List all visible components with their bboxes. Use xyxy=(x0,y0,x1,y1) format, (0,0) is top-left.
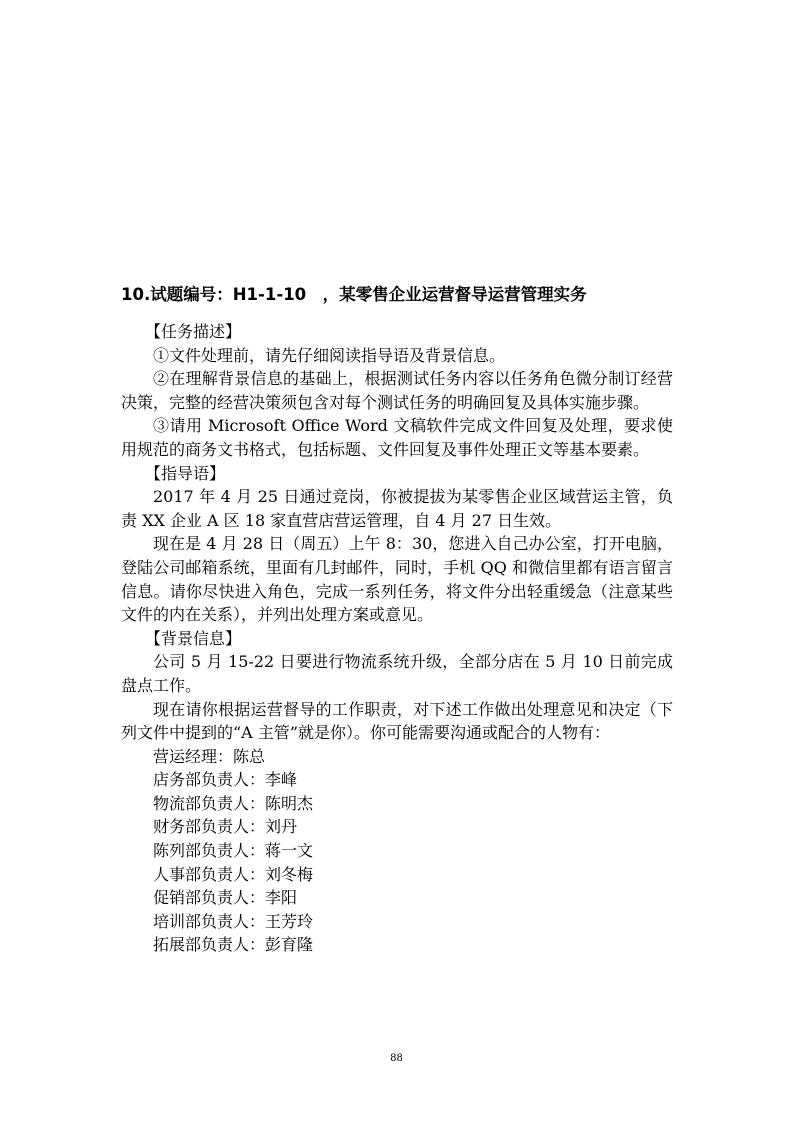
contact-item: 拓展部负责人：彭育隆 xyxy=(153,935,314,955)
contact-list xyxy=(121,745,673,957)
contact-item: 物流部负责人：陈明杰 xyxy=(153,793,314,813)
task-item: ①文件处理前，请先仔细阅读指导语及背景信息。 xyxy=(153,345,506,365)
contact-item: 培训部负责人：王芳玲 xyxy=(153,911,314,931)
page-number: 88 xyxy=(390,1053,403,1064)
contact-item: 财务部负责人：刘丹 xyxy=(153,817,298,837)
contact-item: 营运经理：陈总 xyxy=(153,746,266,766)
task-item: ③请用 Microsoft Office Word 文稿软件完成文件回复及处理，要求使用规范的商务文书格式，包括标题、文件回复及事件处理正文等基本要素。 xyxy=(121,416,673,459)
guide-paragraph: 2017 年 4 月 25 日通过竞岗，你被提拔为某零售企业区域营运主管，负责 XX 企业 A 区 18 家直营店营运管理，自 4 月 27 日生效。 xyxy=(121,487,673,530)
guide-title: 【指导语】 xyxy=(145,463,226,483)
contact-item: 促销部负责人：李阳 xyxy=(153,888,298,908)
guide-paragraph: 现在是 4 月 28 日（周五）上午 8：30，您进入自己办公室，打开电脑，登陆公司邮箱系统，里面有几封邮件，同时，手机 QQ 和微信里都有语言留言信息。请你尽快进入角色，完成一系列任务，将文件分出轻重缓急（注意某些文件的内在关系），并列出处理方案或意见。 xyxy=(121,534,673,625)
contact-item: 人事部负责人：刘冬梅 xyxy=(153,864,314,884)
contact-item: 店务部负责人：李峰 xyxy=(153,770,298,790)
background-paragraph: 公司 5 月 15-22 日要进行物流系统升级，全部分店在 5 月 10 日前完成盘点工作。 xyxy=(121,652,673,695)
background-paragraph: 现在请你根据运营督导的工作职责，对下述工作做出处理意见和决定（下列文件中提到的“A 主管”就是你）。你可能需要沟通或配合的人物有： xyxy=(121,699,673,743)
background-title: 【背景信息】 xyxy=(145,628,242,648)
document-body xyxy=(121,320,673,957)
question-heading: 10.试题编号：H1-1-10 ，某零售企业运营督导运营管理实务 xyxy=(121,285,587,304)
task-item: ②在理解背景信息的基础上，根据测试任务内容以任务角色微分制订经营决策，完整的经营决策须包含对每个测试任务的明确回复及具体实施步骤。 xyxy=(121,369,673,412)
task-description-title: 【任务描述】 xyxy=(145,322,242,341)
contact-item: 陈列部负责人：蒋一文 xyxy=(153,841,314,861)
